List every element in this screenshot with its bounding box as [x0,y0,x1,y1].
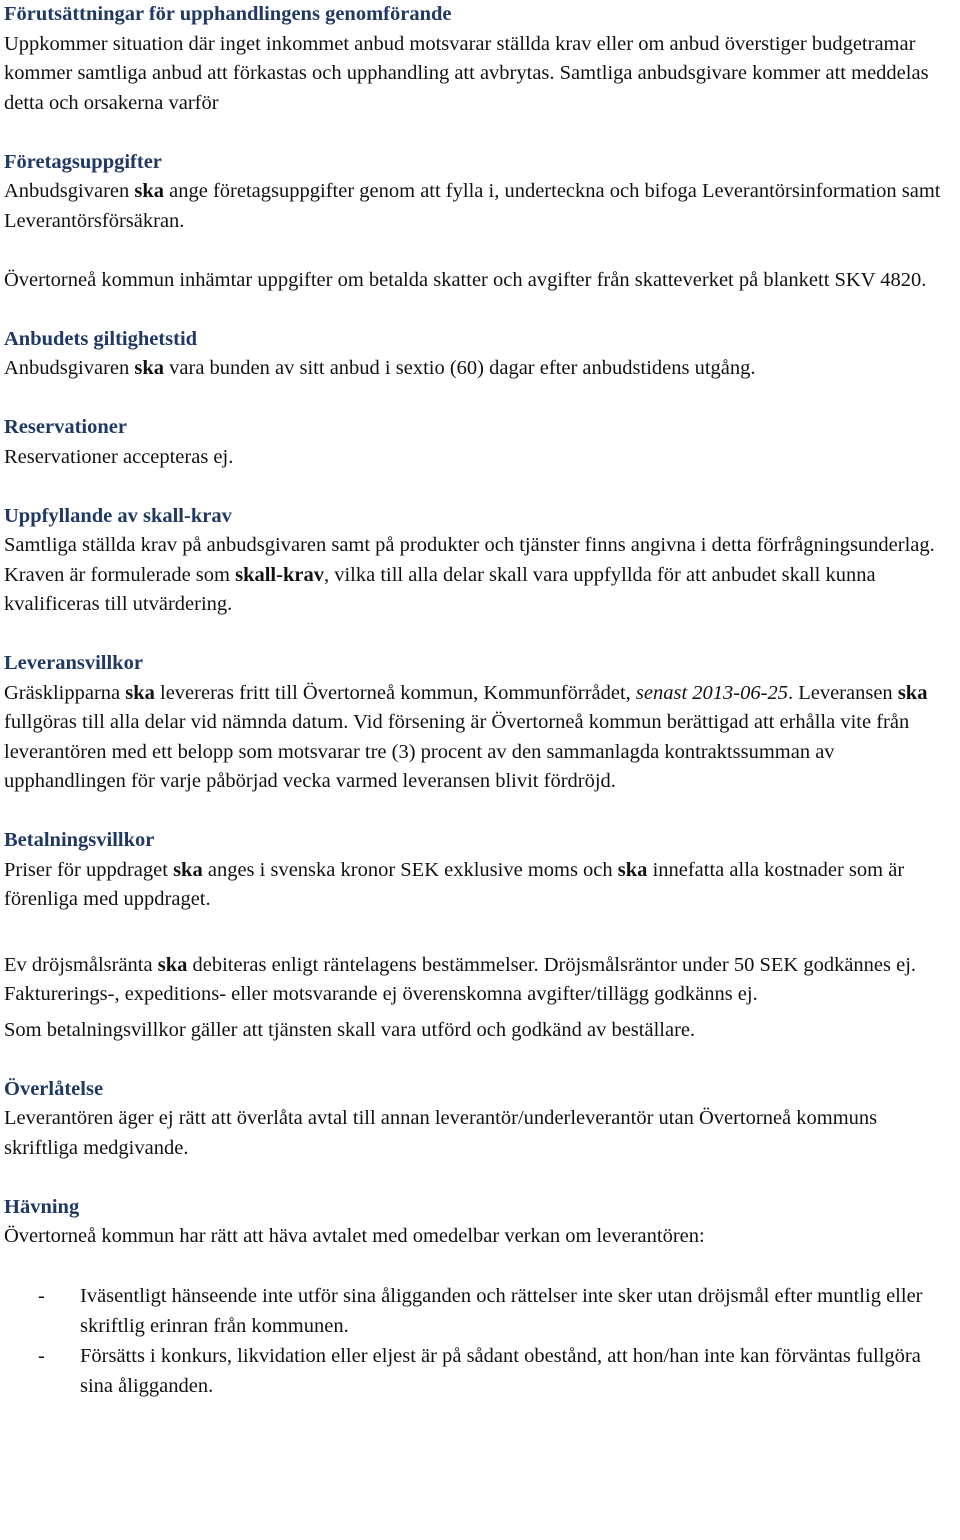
section-heading: Hävning [4,1195,80,1218]
list-item-text: Försätts i konkurs, likvidation eller eljest är på sådant obestånd, att hon/han inte kan förväntas fullgöra sina åligganden. [80,1345,921,1397]
list-item [4,1281,956,1341]
section-heading: Överlåtelse [4,1077,104,1100]
paragraph: Övertorneå kommun har rätt att häva avtalet med omedelbar verkan om leverantören: [4,1225,705,1247]
text-run: anges i svenska kronor SEK exklusive moms och [202,858,618,881]
list-item-text: Iväsentligt hänseende inte utför sina åligganden och rättelser inte sker utan dröjsmål efter muntlig eller skriftlig erinran från kommunen. [80,1285,923,1337]
section-heading: Förutsättningar för upphandlingens genomförande [4,3,452,25]
emphasis-skall-krav: skall-krav [235,563,324,586]
paragraph [4,531,956,620]
text-run: , vilka till alla delar skall vara uppfyllda för att anbudet skall kunna kvalificeras till utvärdering. [4,563,876,615]
deadline-date: senast 2013-06-25 [635,681,788,704]
section-heading: Anbudets giltighetstid [4,327,198,350]
paragraph: Leverantören äger ej rätt att överlåta avtal till annan leverantör/underleverantör utan Övertorneå kommuns skriftliga medgivande. [4,1107,878,1159]
section-reservationer [4,413,956,472]
paragraph: Reservationer accepteras ej. [4,445,234,468]
section-heading: Betalningsvillkor [4,829,155,851]
emphasis-ska: ska [134,357,165,379]
text-run: Samtliga ställda krav på anbudsgivaren samt på produkter och tjänster finns angivna i detta förfrågningsunderlag. Kraven är formulerade som [4,534,935,586]
section-heading: Reservationer [4,416,127,438]
text-run: Ev dröjsmålsränta [4,953,158,976]
emphasis-ska: ska [897,681,928,704]
section-giltighetstid [4,325,956,384]
section-heading: Företagsuppgifter [4,150,162,173]
section-foretagsuppgifter [4,148,956,296]
text-run: debiteras enligt räntelagens bestämmelser. Dröjsmålsräntor under 50 SEK godkännes ej. Fakturerings-, expeditions- eller motsvarande ej överenskomna avgifter/tillägg godkänns ej. [4,953,917,1005]
text-run: Anbudsgivaren [4,180,135,202]
emphasis-ska: ska [617,858,648,881]
emphasis-ska: ska [157,953,188,976]
section-skall-krav [4,502,956,620]
section-leveransvillkor [4,649,956,797]
emphasis-ska: ska [173,858,203,881]
paragraph [4,951,956,1010]
section-havning [4,1193,956,1402]
paragraph [4,856,956,915]
text-run: levereras fritt till Övertorneå kommun, Kommunförrådet, [154,681,636,704]
section-overlatelse [4,1075,956,1164]
text-run: vara bunden av sitt anbud i sextio (60) dagar efter anbudstidens utgång. [164,357,756,379]
paragraph [4,177,956,236]
paragraph: Övertorneå kommun inhämtar uppgifter om betalda skatter och avgifter från skatteverket på blankett SKV 4820. [4,268,927,291]
termination-list [4,1281,956,1401]
paragraph [4,679,956,797]
paragraph: Uppkommer situation där inget inkommet anbud motsvarar ställda krav eller om anbud överstiger budgetramar kommer samtliga anbud att förkastas och upphandling att avbrytas. Samtliga anbudsgivare kommer att meddelas detta och orsakerna varför [4,32,929,114]
section-heading: Uppfyllande av skall-krav [4,504,232,527]
paragraph: Som betalningsvillkor gäller att tjänsten skall vara utförd och godkänd av beställare. [4,1018,696,1041]
section-forutsattningar [4,0,956,118]
bullet-dash: - [38,1285,45,1307]
text-run: fullgöras till alla delar vid nämnda datum. Vid försening är Övertorneå kommun berättigad att erhålla vite från leverantören med ett belopp som motsvarar tre (3) procent av den sammanlagda kontraktssumman av upphandlingen för varje påbörjad vecka varmed leveransen blivit fördröjd. [4,711,910,792]
list-item [4,1341,956,1401]
text-run: Gräsklipparna [4,681,126,704]
emphasis-ska: ska [125,681,155,704]
section-betalningsvillkor [4,826,956,1045]
text-run: Anbudsgivaren [4,357,135,379]
emphasis-ska: ska [134,180,165,202]
text-run: . Leveransen [787,681,898,704]
text-run: Priser för uppdraget [4,858,174,881]
section-heading: Leveransvillkor [4,652,143,674]
text-run: innefatta alla kostnader som är förenliga med uppdraget. [4,858,905,910]
paragraph [4,354,956,384]
bullet-dash: - [38,1345,45,1367]
text-run: ange företagsuppgifter genom att fylla i, underteckna och bifoga Leverantörsinformation samt Leverantörsförsäkran. [4,180,941,232]
